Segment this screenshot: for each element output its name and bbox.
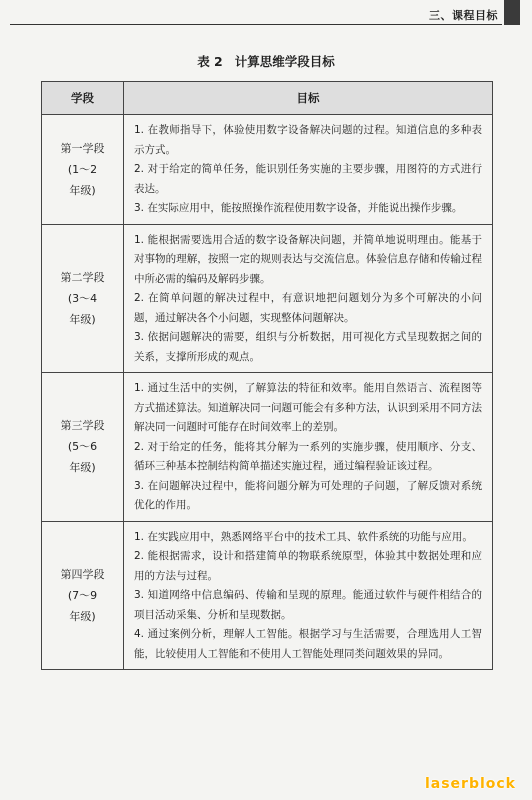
grade-suffix: 年级) <box>69 609 96 623</box>
table-caption-number: 表 2 <box>197 54 223 69</box>
goal-item: 3. 依据问题解决的需要，组织与分析数据，用可视化方式呈现数据之间的关系，支撑所形成的观点。 <box>134 331 482 363</box>
stage-name: 第四学段 <box>60 567 105 581</box>
table-row <box>42 224 493 373</box>
goals-cell <box>124 521 493 670</box>
goals-cell <box>124 115 493 225</box>
goal-item: 1. 在实践应用中，熟悉网络平台中的技术工具、软件系统的功能与应用。 <box>134 530 473 543</box>
goal-item: 1. 通过生活中的实例，了解算法的特征和效率。能用自然语言、流程图等方式描述算法。知道解决同一问题可能会有多种方法，认识到采用不同方法解决同一问题时可能存在时间效率上的差别。 <box>134 382 482 433</box>
stage-name: 第一学段 <box>60 141 105 155</box>
watermark: laserblock <box>424 776 516 792</box>
goals-table <box>41 81 493 670</box>
section-label: 三、课程目标 <box>429 9 498 22</box>
goal-item: 3. 知道网络中信息编码、传输和呈现的原理。能通过软件与硬件相结合的项目活动采集、分析和呈现数据。 <box>134 589 482 621</box>
goal-item: 2. 对于给定的简单任务，能识别任务实施的主要步骤，用图符的方式进行表达。 <box>134 163 482 195</box>
grade-suffix: 年级) <box>69 183 96 197</box>
stage-cell <box>42 521 124 670</box>
column-header-stage: 学段 <box>42 82 124 115</box>
grade-range: (7～9 <box>67 588 98 602</box>
goal-item: 1. 在教师指导下，体验使用数字设备解决问题的过程。知道信息的多种表示方式。 <box>134 124 482 156</box>
table-row <box>42 115 493 225</box>
goal-item: 1. 能根据需要选用合适的数字设备解决问题，并简单地说明理由。能基于对事物的理解，按照一定的规则表达与交流信息。体验信息存储和传输过程中所必需的编码及解码步骤。 <box>134 233 482 285</box>
grade-range: (5～6 <box>67 440 98 454</box>
stage-cell <box>42 224 124 373</box>
goals-cell <box>124 224 493 373</box>
goal-item: 4. 通过案例分析，理解人工智能。根据学习与生活需要，合理选用人工智能，比较使用人工智能和不使用人工智能处理同类问题效果的异同。 <box>134 628 482 660</box>
stage-name: 第三学段 <box>60 419 105 433</box>
table-header-row <box>42 82 493 115</box>
goal-item: 2. 在简单问题的解决过程中，有意识地把问题划分为多个可解决的小问题，通过解决各个小问题，实现整体问题解决。 <box>134 292 482 324</box>
stage-name: 第二学段 <box>60 270 105 284</box>
table-row <box>42 521 493 670</box>
grade-range: (3～4 <box>67 291 98 305</box>
page-header <box>0 0 532 30</box>
goals-cell <box>124 373 493 522</box>
goal-item: 2. 对于给定的任务，能将其分解为一系列的实施步骤，使用顺序、分支、循环三种基本控制结构简单描述实施过程，通过编程验证该过程。 <box>134 440 482 472</box>
table-row <box>42 373 493 522</box>
grade-suffix: 年级) <box>69 312 96 326</box>
section-tab-marker <box>504 0 520 25</box>
grade-suffix: 年级) <box>69 461 96 475</box>
grade-range: (1～2 <box>67 162 98 176</box>
stage-cell <box>42 115 124 225</box>
stage-cell <box>42 373 124 522</box>
column-header-goals: 目标 <box>124 82 493 115</box>
goal-item: 3. 在问题解决过程中，能将问题分解为可处理的子问题，了解反馈对系统优化的作用。 <box>134 479 482 511</box>
header-rule <box>10 24 502 25</box>
table-caption-title: 计算思维学段目标 <box>234 54 335 69</box>
goal-item: 3. 在实际应用中，能按照操作流程使用数字设备，并能说出操作步骤。 <box>134 202 463 214</box>
table-caption <box>0 52 532 70</box>
goal-item: 2. 能根据需求，设计和搭建简单的物联系统原型，体验其中数据处理和应用的方法与过程。 <box>134 550 482 582</box>
